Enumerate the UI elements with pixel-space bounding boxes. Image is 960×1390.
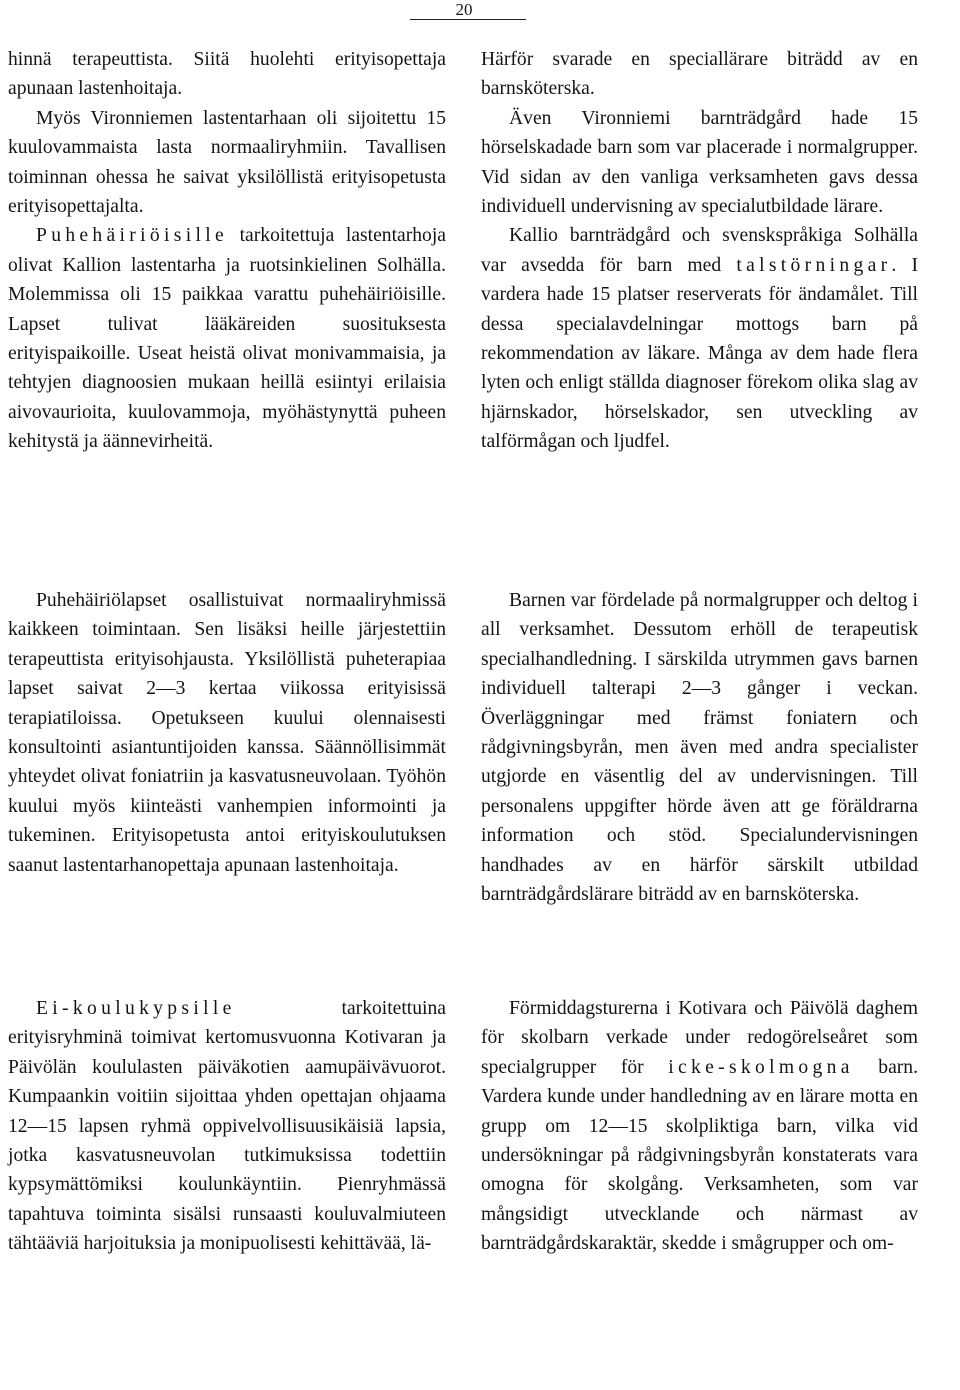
- finnish-paragraph-3: [8, 221, 446, 456]
- swedish-paragraph-5: [481, 994, 918, 1259]
- finnish-block-2: [8, 586, 446, 880]
- swedish-paragraph-3: [481, 221, 918, 456]
- swedish-block-2: [481, 586, 918, 909]
- top-rule: [410, 19, 526, 20]
- swedish-paragraph-5-text: barn. Vardera kunde under handledning av en lärare motta en grupp om 12—15 skolpliktiga barn, vilka vid undersökningar på rådgivningsbyrån konstaterats vara omogna för skolgång. Verksamheten, som var mångsidigt utvecklande och närmast av barnträdgårdskaraktär, skedde i smågrupper och om-: [481, 1056, 918, 1255]
- swedish-block-3: [481, 994, 918, 1259]
- finnish-paragraph-5: [8, 994, 446, 1259]
- swedish-paragraph-3-lead: Kallio barnträdgård och svenskspråkiga Solhälla var avsedda för barn med: [481, 225, 918, 276]
- finnish-block-3: [8, 994, 446, 1259]
- swedish-paragraph-5-lead: Förmiddagsturerna i Kotivara och Päivölä daghem för skolbarn verkade under redogörelseåret som specialgrupper för: [481, 998, 918, 1078]
- finnish-emphasis-not-school-ready: Ei-koulukypsille: [36, 998, 236, 1019]
- swedish-emphasis-talstorningar: talstörningar: [736, 254, 892, 276]
- finnish-paragraph-5-text: tarkoitettuina erityisryhminä toimivat kertomusvuonna Kotivaran ja Päivölän koululasten päiväkotien aamupäivävuorot. Kumpaankin voitiin sijoittaa yhden opettajan ohjaama 12—15 lapsen ryhmä oppivelvollisuusikäisiä lapsia, jotka kasvatusneuvolan tutkimuksissa todettiin kypsymättömiksi koulunkäyntiin. Pienryhmässä tapahtuva toiminta sisälsi runsaasti kouluvalmiuteen tähtääviä harjoituksia ja monipuolisesti kehittävää, lä-: [8, 998, 446, 1255]
- finnish-paragraph-1: hinnä terapeuttista. Siitä huolehti erityisopettaja apunaan lastenhoitaja.: [8, 49, 446, 100]
- finnish-paragraph-4: Puhehäiriölapset osallistuivat normaaliryhmissä kaikkeen toimintaan. Sen lisäksi heille järjestettiin terapeuttista erityisohjausta. Yksilöllistä puheterapiaa lapset saivat 2—3 kertaa viikossa erityisissä terapiatiloissa. Opetukseen kuului olennaisesti konsultointi asiantuntijoiden kanssa. Säännöllisimmät yhteydet olivat foniatriin ja kasvatusneuvolaan. Työhön kuului myös kiinteästi vanhempien informointi ja tukeminen. Erityisopetusta antoi erityiskoulutuksen saanut lastentarhanopettaja apunaan lastenhoitaja.: [8, 590, 446, 876]
- page-number: 20: [455, 0, 473, 19]
- swedish-paragraph-1: Härför svarade en speciallärare biträdd av en barnsköterska.: [481, 49, 918, 100]
- swedish-block-1: [481, 45, 918, 457]
- finnish-block-1: [8, 45, 446, 457]
- swedish-emphasis-icke-skolmogna: icke-skolmogna: [668, 1056, 854, 1078]
- finnish-paragraph-3-text: tarkoitettuja lastentarhoja olivat Kallion lastentarha ja ruotsinkielinen Solhälla. Molemmissa oli 15 paikkaa varattu puhehäiriöisille. Lapset tulivat lääkäreiden suosituksesta erityispaikoille. Useat heistä olivat monivammaisia, ja tehtyjen diagnoosien mukaan heillä esiintyi erilaisia aivovaurioita, kuulovammoja, myöhästynyttä puheen kehitystä ja äännevirheitä.: [8, 225, 446, 453]
- swedish-paragraph-2: Även Vironniemi barnträdgård hade 15 hörselskadade barn som var placerade i normalgrupper. Vid sidan av den vanliga verksamheten gavs dessa individuell undervisning av specialutbildade lärare.: [481, 107, 918, 218]
- finnish-emphasis-speech: Puhehäiriöisille: [36, 225, 228, 247]
- swedish-paragraph-4: Barnen var fördelade på normalgrupper och deltog i all verksamhet. Dessutom erhöll de terapeutisk specialhandledning. I särskilda utrymmen gavs barnen individuell talterapi 2—3 gånger i veckan. Överläggningar med främst foniatern och rådgivningsbyrån, men även med andra specialister utgjorde en väsentlig del av undervisningen. Till personalens uppgifter hörde även att ge föräldrarna information och stöd. Specialundervisningen handhades av en härför särskilt utbildad barnträdgårdslärare biträdd av en barnsköterska.: [481, 590, 918, 906]
- swedish-paragraph-3-text: . I vardera hade 15 platser reserverats för ändamålet. Till dessa specialavdelningar mottogs barn på rekommendation av läkare. Många av dem hade flera lyten och enligt ställda diagnoser förekom olika slag av hjärnskador, hörselskador, sen utveckling av talförmågan och ljudfel.: [481, 254, 919, 453]
- finnish-paragraph-2: Myös Vironniemen lastentarhaan oli sijoitettu 15 kuulovammaista lasta normaaliryhmiin. Tavallisen toiminnan ohessa he saivat yksilöllistä erityisopetusta erityisopettajalta.: [8, 107, 446, 218]
